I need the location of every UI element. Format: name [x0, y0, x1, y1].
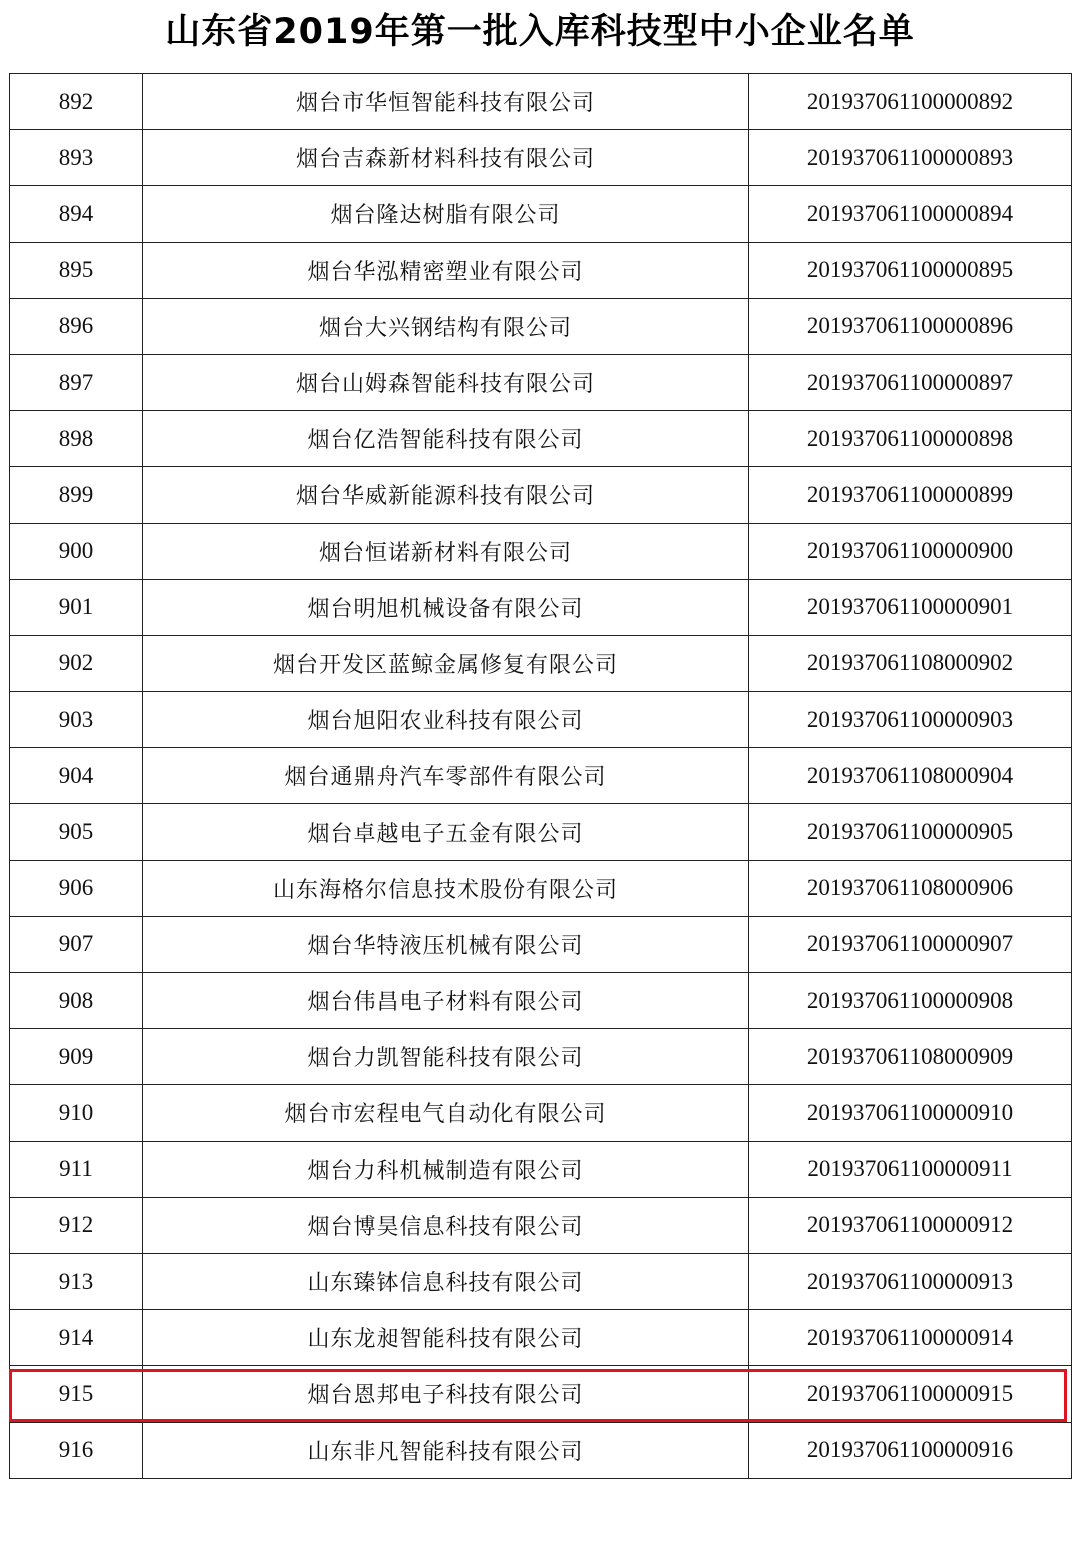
- table-row: [10, 467, 1072, 523]
- table-row: [10, 804, 1072, 860]
- company-name: 烟台力科机械制造有限公司: [143, 1141, 749, 1197]
- row-number: 896: [10, 298, 143, 354]
- registration-code: 201937061100000912: [749, 1197, 1072, 1253]
- row-number: 914: [10, 1310, 143, 1366]
- company-name: 烟台大兴钢结构有限公司: [143, 298, 749, 354]
- company-name: 烟台旭阳农业科技有限公司: [143, 692, 749, 748]
- registration-code: 201937061100000914: [749, 1310, 1072, 1366]
- row-number: 901: [10, 579, 143, 635]
- row-number: 913: [10, 1253, 143, 1309]
- table-row: [10, 1029, 1072, 1085]
- table-row: [10, 130, 1072, 186]
- company-name: 烟台博昊信息科技有限公司: [143, 1197, 749, 1253]
- registration-code: 201937061108000906: [749, 860, 1072, 916]
- row-number: 916: [10, 1422, 143, 1478]
- row-number: 892: [10, 74, 143, 130]
- table-row: [10, 973, 1072, 1029]
- company-name: 山东龙昶智能科技有限公司: [143, 1310, 749, 1366]
- table-row: [10, 74, 1072, 130]
- company-name: 烟台山姆森智能科技有限公司: [143, 354, 749, 410]
- registration-code: 201937061100000910: [749, 1085, 1072, 1141]
- row-number: 899: [10, 467, 143, 523]
- registration-code: 201937061100000896: [749, 298, 1072, 354]
- document-title: 山东省2019年第一批入库科技型中小企业名单: [165, 12, 915, 52]
- registration-code: 201937061100000895: [749, 242, 1072, 298]
- registration-code: 201937061100000903: [749, 692, 1072, 748]
- registration-code: 201937061100000900: [749, 523, 1072, 579]
- table-row: [10, 635, 1072, 691]
- registration-code: 201937061100000893: [749, 130, 1072, 186]
- registration-code: 201937061108000904: [749, 748, 1072, 804]
- table-row: [10, 860, 1072, 916]
- table-row: [10, 1310, 1072, 1366]
- company-name: 烟台恒诺新材料有限公司: [143, 523, 749, 579]
- row-number: 911: [10, 1141, 143, 1197]
- table-row: [10, 692, 1072, 748]
- registration-code: 201937061108000909: [749, 1029, 1072, 1085]
- row-number: 909: [10, 1029, 143, 1085]
- table-row: [10, 748, 1072, 804]
- company-name: 烟台伟昌电子材料有限公司: [143, 973, 749, 1029]
- row-number: 905: [10, 804, 143, 860]
- row-number: 900: [10, 523, 143, 579]
- row-number: 903: [10, 692, 143, 748]
- row-number: 894: [10, 186, 143, 242]
- table-row: [10, 1422, 1072, 1478]
- company-name: 烟台华威新能源科技有限公司: [143, 467, 749, 523]
- company-name: 烟台市华恒智能科技有限公司: [143, 74, 749, 130]
- company-name: 烟台通鼎舟汽车零部件有限公司: [143, 748, 749, 804]
- table-row: [10, 1366, 1072, 1422]
- company-name: 烟台亿浩智能科技有限公司: [143, 411, 749, 467]
- row-number: 906: [10, 860, 143, 916]
- row-number: 908: [10, 973, 143, 1029]
- company-name: 烟台明旭机械设备有限公司: [143, 579, 749, 635]
- table-row: [10, 354, 1072, 410]
- registration-code: 201937061100000907: [749, 916, 1072, 972]
- table-row: [10, 186, 1072, 242]
- company-name: 烟台市宏程电气自动化有限公司: [143, 1085, 749, 1141]
- company-list-body: [10, 74, 1072, 1479]
- row-number: 915: [10, 1366, 143, 1422]
- company-name: 烟台开发区蓝鲸金属修复有限公司: [143, 635, 749, 691]
- table-row: [10, 1197, 1072, 1253]
- company-name: 烟台吉森新材料科技有限公司: [143, 130, 749, 186]
- registration-code: 201937061100000913: [749, 1253, 1072, 1309]
- company-name: 烟台卓越电子五金有限公司: [143, 804, 749, 860]
- company-name: 烟台隆达树脂有限公司: [143, 186, 749, 242]
- row-number: 895: [10, 242, 143, 298]
- registration-code: 201937061108000902: [749, 635, 1072, 691]
- registration-code: 201937061100000899: [749, 467, 1072, 523]
- table-row: [10, 298, 1072, 354]
- table-row: [10, 1253, 1072, 1309]
- row-number: 898: [10, 411, 143, 467]
- company-name: 山东臻钵信息科技有限公司: [143, 1253, 749, 1309]
- registration-code: 201937061100000897: [749, 354, 1072, 410]
- registration-code: 201937061100000894: [749, 186, 1072, 242]
- company-name: 烟台力凯智能科技有限公司: [143, 1029, 749, 1085]
- row-number: 912: [10, 1197, 143, 1253]
- row-number: 910: [10, 1085, 143, 1141]
- table-row: [10, 242, 1072, 298]
- registration-code: 201937061100000892: [749, 74, 1072, 130]
- registration-code: 201937061100000905: [749, 804, 1072, 860]
- table-row: [10, 1141, 1072, 1197]
- registration-code: 201937061100000901: [749, 579, 1072, 635]
- company-name: 烟台华特液压机械有限公司: [143, 916, 749, 972]
- row-number: 893: [10, 130, 143, 186]
- company-name: 山东海格尔信息技术股份有限公司: [143, 860, 749, 916]
- registration-code: 201937061100000915: [749, 1366, 1072, 1422]
- row-number: 897: [10, 354, 143, 410]
- registration-code: 201937061100000916: [749, 1422, 1072, 1478]
- company-name: 烟台华泓精密塑业有限公司: [143, 242, 749, 298]
- company-list-table: [9, 73, 1072, 1479]
- table-row: [10, 579, 1072, 635]
- registration-code: 201937061100000898: [749, 411, 1072, 467]
- row-number: 907: [10, 916, 143, 972]
- table-row: [10, 411, 1072, 467]
- row-number: 902: [10, 635, 143, 691]
- row-number: 904: [10, 748, 143, 804]
- company-name: 烟台恩邦电子科技有限公司: [143, 1366, 749, 1422]
- registration-code: 201937061100000908: [749, 973, 1072, 1029]
- table-row: [10, 916, 1072, 972]
- registration-code: 201937061100000911: [749, 1141, 1072, 1197]
- table-row: [10, 523, 1072, 579]
- company-name: 山东非凡智能科技有限公司: [143, 1422, 749, 1478]
- table-row: [10, 1085, 1072, 1141]
